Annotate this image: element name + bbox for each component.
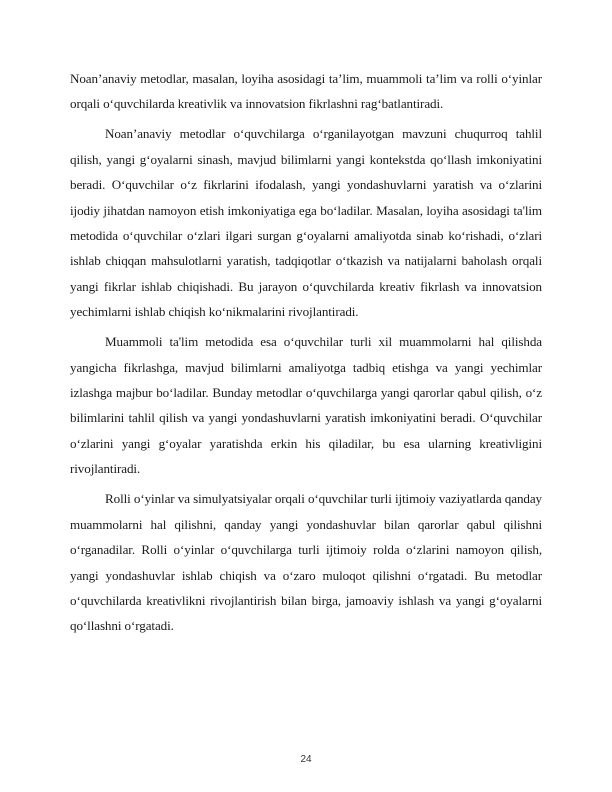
paragraph-2: Noan’anaviy metodlar o‘quvchilarga o‘rganilayotgan mavzuni chuqurroq tahlil qilish, yangi g‘oyalarni sinash, mavjud bilimlarni yangi kontekstda qo‘llash imkoniyatini beradi. O‘quvchilar o‘z fikrlarini ifodalash, yangi yondashuvlarni yaratish va o‘zlarini ijodiy jihatdan namoyon etish imkoniyatiga ega bo‘ladilar. Masalan, loyiha asosidagi ta'lim metodida o‘quvchilar o‘zlari ilgari surgan g‘oyalarni amaliyotda sinab ko‘rishadi, o‘zlari ishlab chiqqan mahsulotlarni yaratish, tadqiqotlar o‘tkazish va natijalarni baholash orqali yangi fikrlar ishlab chiqishadi. Bu jarayon o‘quvchilarda kreativ fikrlash va innovatsion yechimlarni ishlab chiqish ko‘nikmalarini rivojlantiradi. [70, 126, 542, 320]
body-text [70, 66, 542, 643]
paragraph-1: Noan’anaviy metodlar, masalan, loyiha asosidagi ta’lim, muammoli ta’lim va rolli o‘yinlar orqali o‘quvchilarda kreativlik va innovatsion fikrlashni rag‘batlantiradi. [70, 71, 542, 112]
page-number: 24 [300, 754, 312, 765]
paragraph-4: Rolli o‘yinlar va simulyatsiyalar orqali o‘quvchilar turli ijtimoiy vaziyatlarda qanday muammolarni hal qilishni, qanday yangi yondashuvlar bilan qarorlar qabul qilishni o‘rganadilar. Rolli o‘yinlar o‘quvchilarga turli ijtimoiy rolda o‘zlarini namoyon qilish, yangi yondashuvlar ishlab chiqish va o‘zaro muloqot qilishni o‘rgatadi. Bu metodlar o‘quvchilarda kreativlikni rivojlantirish bilan birga, jamoaviy ishlash va yangi g‘oyalarni qo‘llashni o‘rgatadi. [70, 491, 542, 634]
paragraph-3: Muammoli ta'lim metodida esa o‘quvchilar turli xil muammolarni hal qilishda yangicha fikrlashga, mavjud bilimlarni amaliyotga tadbiq etishga va yangi yechimlar izlashga majbur bo‘ladilar. Bunday metodlar o‘quvchilarga yangi qarorlar qabul qilish, o‘z bilimlarini tahlil qilish va yangi yondashuvlarni yaratish imkoniyatini beradi. O‘quvchilar o‘zlarini yangi g‘oyalar yaratishda erkin his qiladilar, bu esa ularning kreativligini rivojlantiradi. [70, 334, 542, 477]
